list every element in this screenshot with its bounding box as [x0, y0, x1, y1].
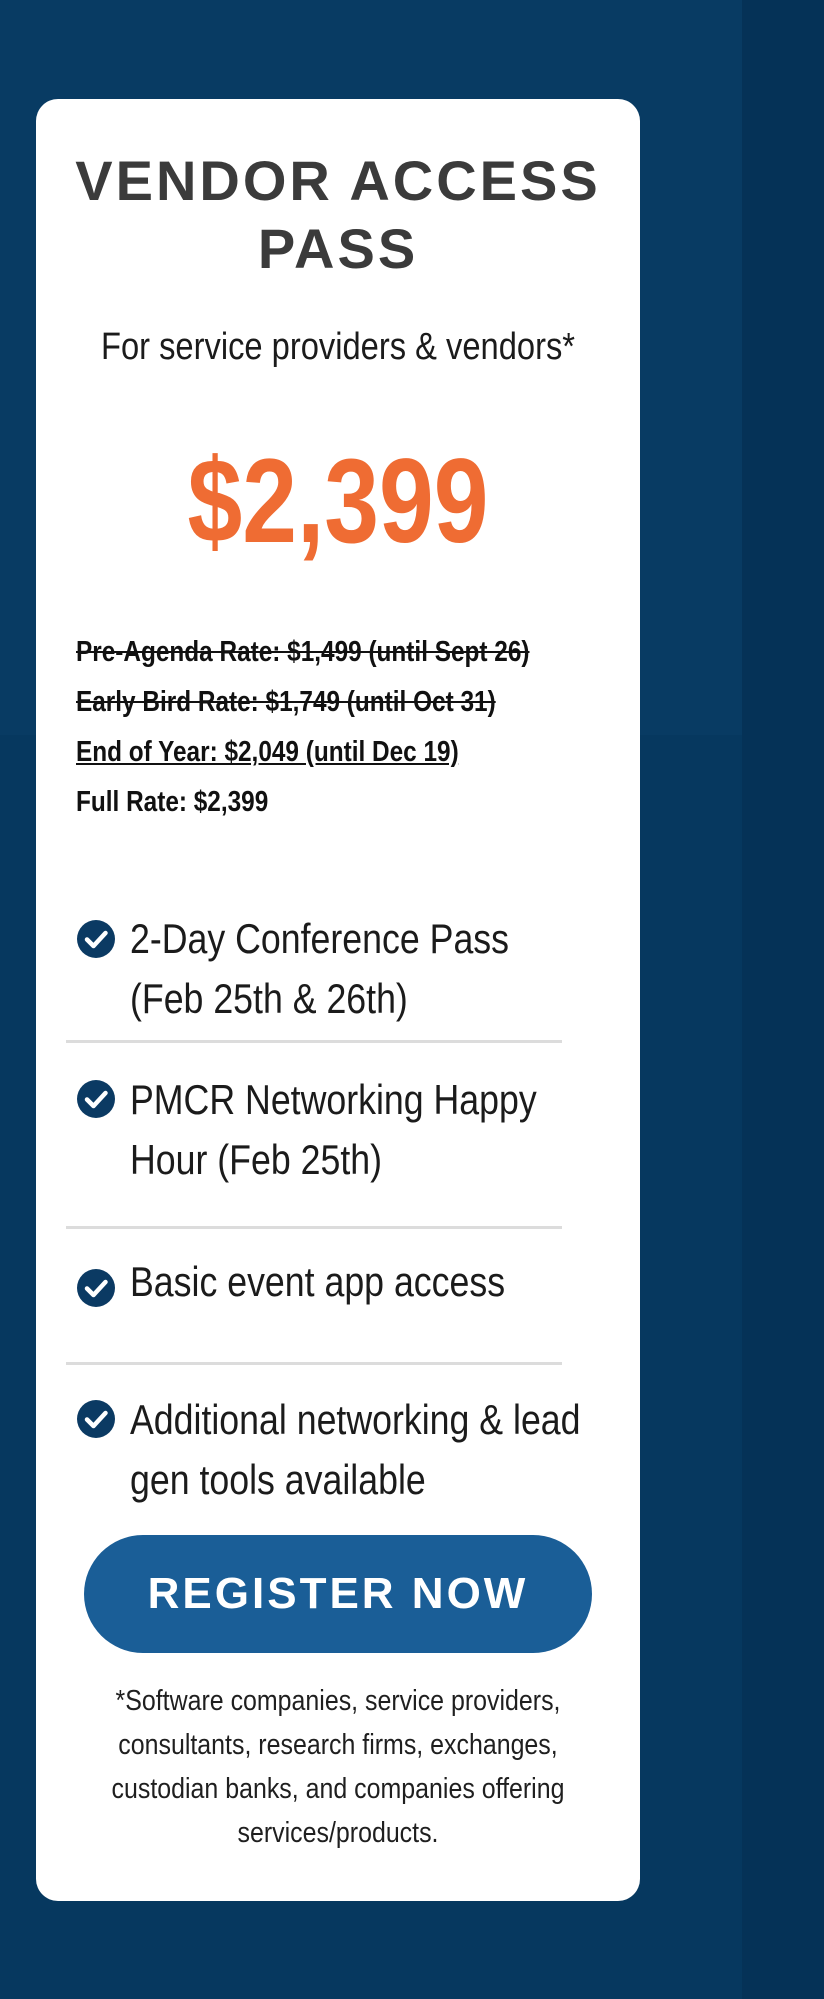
check-circle-icon	[76, 919, 116, 959]
price: $2,399	[187, 434, 489, 568]
register-now-button[interactable]: REGISTER NOW	[84, 1535, 592, 1653]
card-subtitle: For service providers & vendors*	[100, 326, 576, 368]
divider	[66, 1362, 562, 1365]
feature-text: Additional networking & lead gen tools available	[130, 1396, 581, 1503]
background-panel-right	[742, 0, 824, 1999]
rate-early-bird: Early Bird Rate: $1,749 (until Oct 31)	[76, 686, 496, 718]
rate-list	[76, 627, 546, 827]
check-circle-icon	[76, 1399, 116, 1439]
check-circle-icon	[76, 1079, 116, 1119]
divider	[66, 1226, 562, 1229]
footnote: *Software companies, service providers, consultants, research firms, exchanges, custodian banks, and companies offering services/products.	[111, 1685, 565, 1849]
feature-text: PMCR Networking Happy Hour (Feb 25th)	[130, 1076, 537, 1183]
card-title: VENDOR ACCESS PASS	[75, 149, 601, 280]
rate-pre-agenda: Pre-Agenda Rate: $1,499 (until Sept 26)	[76, 636, 530, 668]
divider	[66, 1040, 562, 1043]
rate-full: Full Rate: $2,399	[76, 786, 269, 818]
feature-text: Basic event app access	[130, 1258, 506, 1305]
check-circle-icon	[76, 1268, 116, 1308]
pricing-card	[36, 99, 640, 1901]
feature-text: 2-Day Conference Pass (Feb 25th & 26th)	[130, 915, 510, 1022]
rate-end-of-year: End of Year: $2,049 (until Dec 19)	[76, 736, 459, 768]
